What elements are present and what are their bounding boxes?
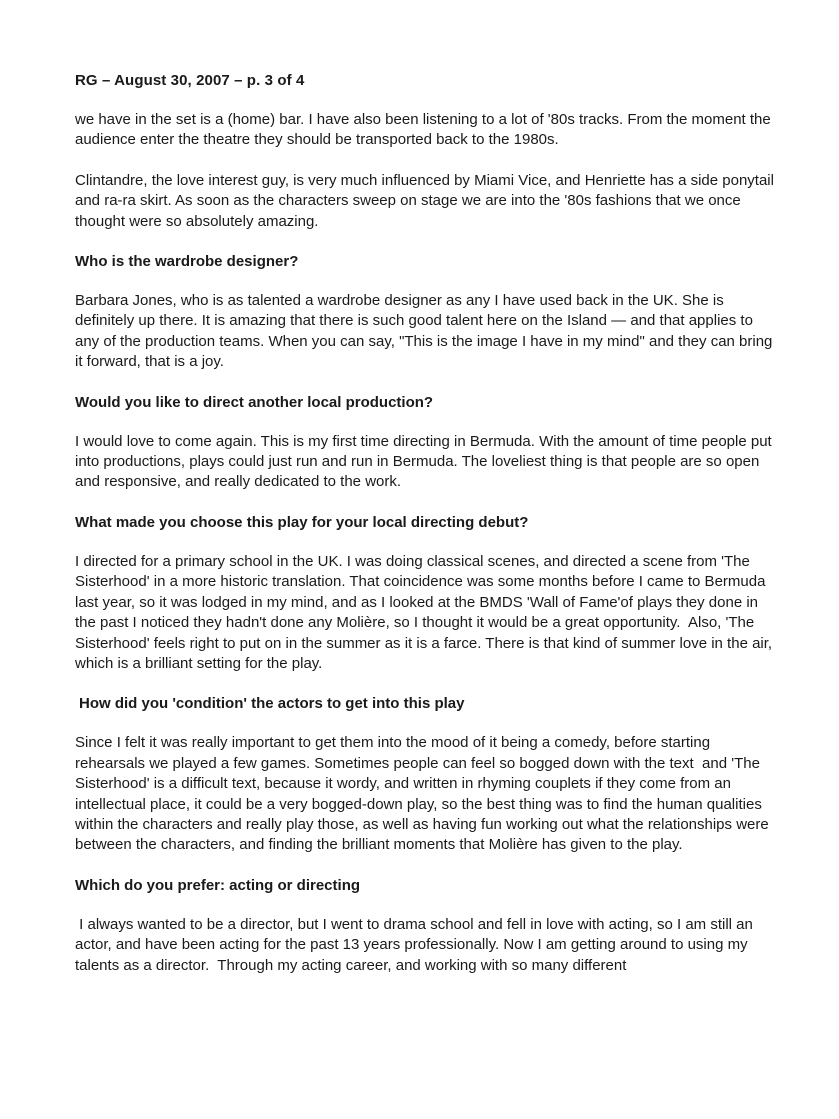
question-condition-actors: How did you 'condition' the actors to get into this play	[79, 695, 465, 713]
question-acting-or-directing: Which do you prefer: acting or directing	[75, 876, 361, 894]
question-choose-play: What made you choose this play for your local directing debut?	[75, 513, 529, 531]
question-wardrobe-designer: Who is the wardrobe designer?	[75, 253, 299, 271]
paragraph-barbara-jones: Barbara Jones, who is as talented a wardrobe designer as any I have used back in the UK. She is definitely up there. It is amazing that there is such good talent here on the Island — and that applies to any of the production teams. When you can say, "This is the image I have in my mind" and they can bring it forward, that is a joy.	[75, 292, 777, 371]
paragraph-costumes: Clintandre, the love interest guy, is very much influenced by Miami Vice, and Henriette has a side ponytail and ra-ra skirt. As soon as the characters sweep on stage we are into the '80s fashions that we once thought were so absolutely amazing.	[75, 171, 779, 230]
paragraph-come-again: I would love to come again. This is my first time directing in Bermuda. With the amount of time people put into productions, plays could just run and run in Bermuda. The loveliest thing is that people are so open and responsive, and really dedicated to the work.	[75, 432, 776, 491]
paragraph-comedy-games: Since I felt it was really important to get them into the mood of it being a comedy, before starting rehearsals we played a few games. Sometimes people can feel so bogged down with the text and 'The Sisterhood' is a difficult text, because it wordy, and written in rhyming couplets if they come from an intellectual place, it could be a very bogged-down play, so the best thing was to find the human qualities within the characters and really play those, as well as having fun working out what the relationships were between the characters, and finding the brilliant moments that Molière has given to the play.	[75, 734, 773, 854]
article-body	[75, 110, 779, 996]
paragraph-set-bar: we have in the set is a (home) bar. I have also been listening to a lot of '80s tracks. From the moment the audience enter the theatre they should be transported back to the 1980s.	[75, 111, 775, 149]
page-header: RG – August 30, 2007 – p. 3 of 4	[75, 72, 305, 89]
paragraph-drama-school: I always wanted to be a director, but I went to drama school and fell in love with acting, so I am still an actor, and have been acting for the past 13 years professionally. Now I am getting around to using my talents as a director. Through my acting career, and working with so many different	[75, 915, 758, 974]
paragraph-primary-school: I directed for a primary school in the UK. I was doing classical scenes, and directed a scene from 'The Sisterhood' in a more historic translation. That coincidence was some months before I came to Bermuda last year, so it was lodged in my mind, and as I looked at the BMDS 'Wall of Fame'of plays they done in the past I noticed they hadn't done any Molière, so I thought it would be a great opportunity. Also, 'The Sisterhood' feels right to put on in the summer as it is a farce. There is that kind of summer love in the air, which is a brilliant setting for the play.	[75, 552, 777, 672]
question-another-production: Would you like to direct another local production?	[75, 393, 434, 411]
